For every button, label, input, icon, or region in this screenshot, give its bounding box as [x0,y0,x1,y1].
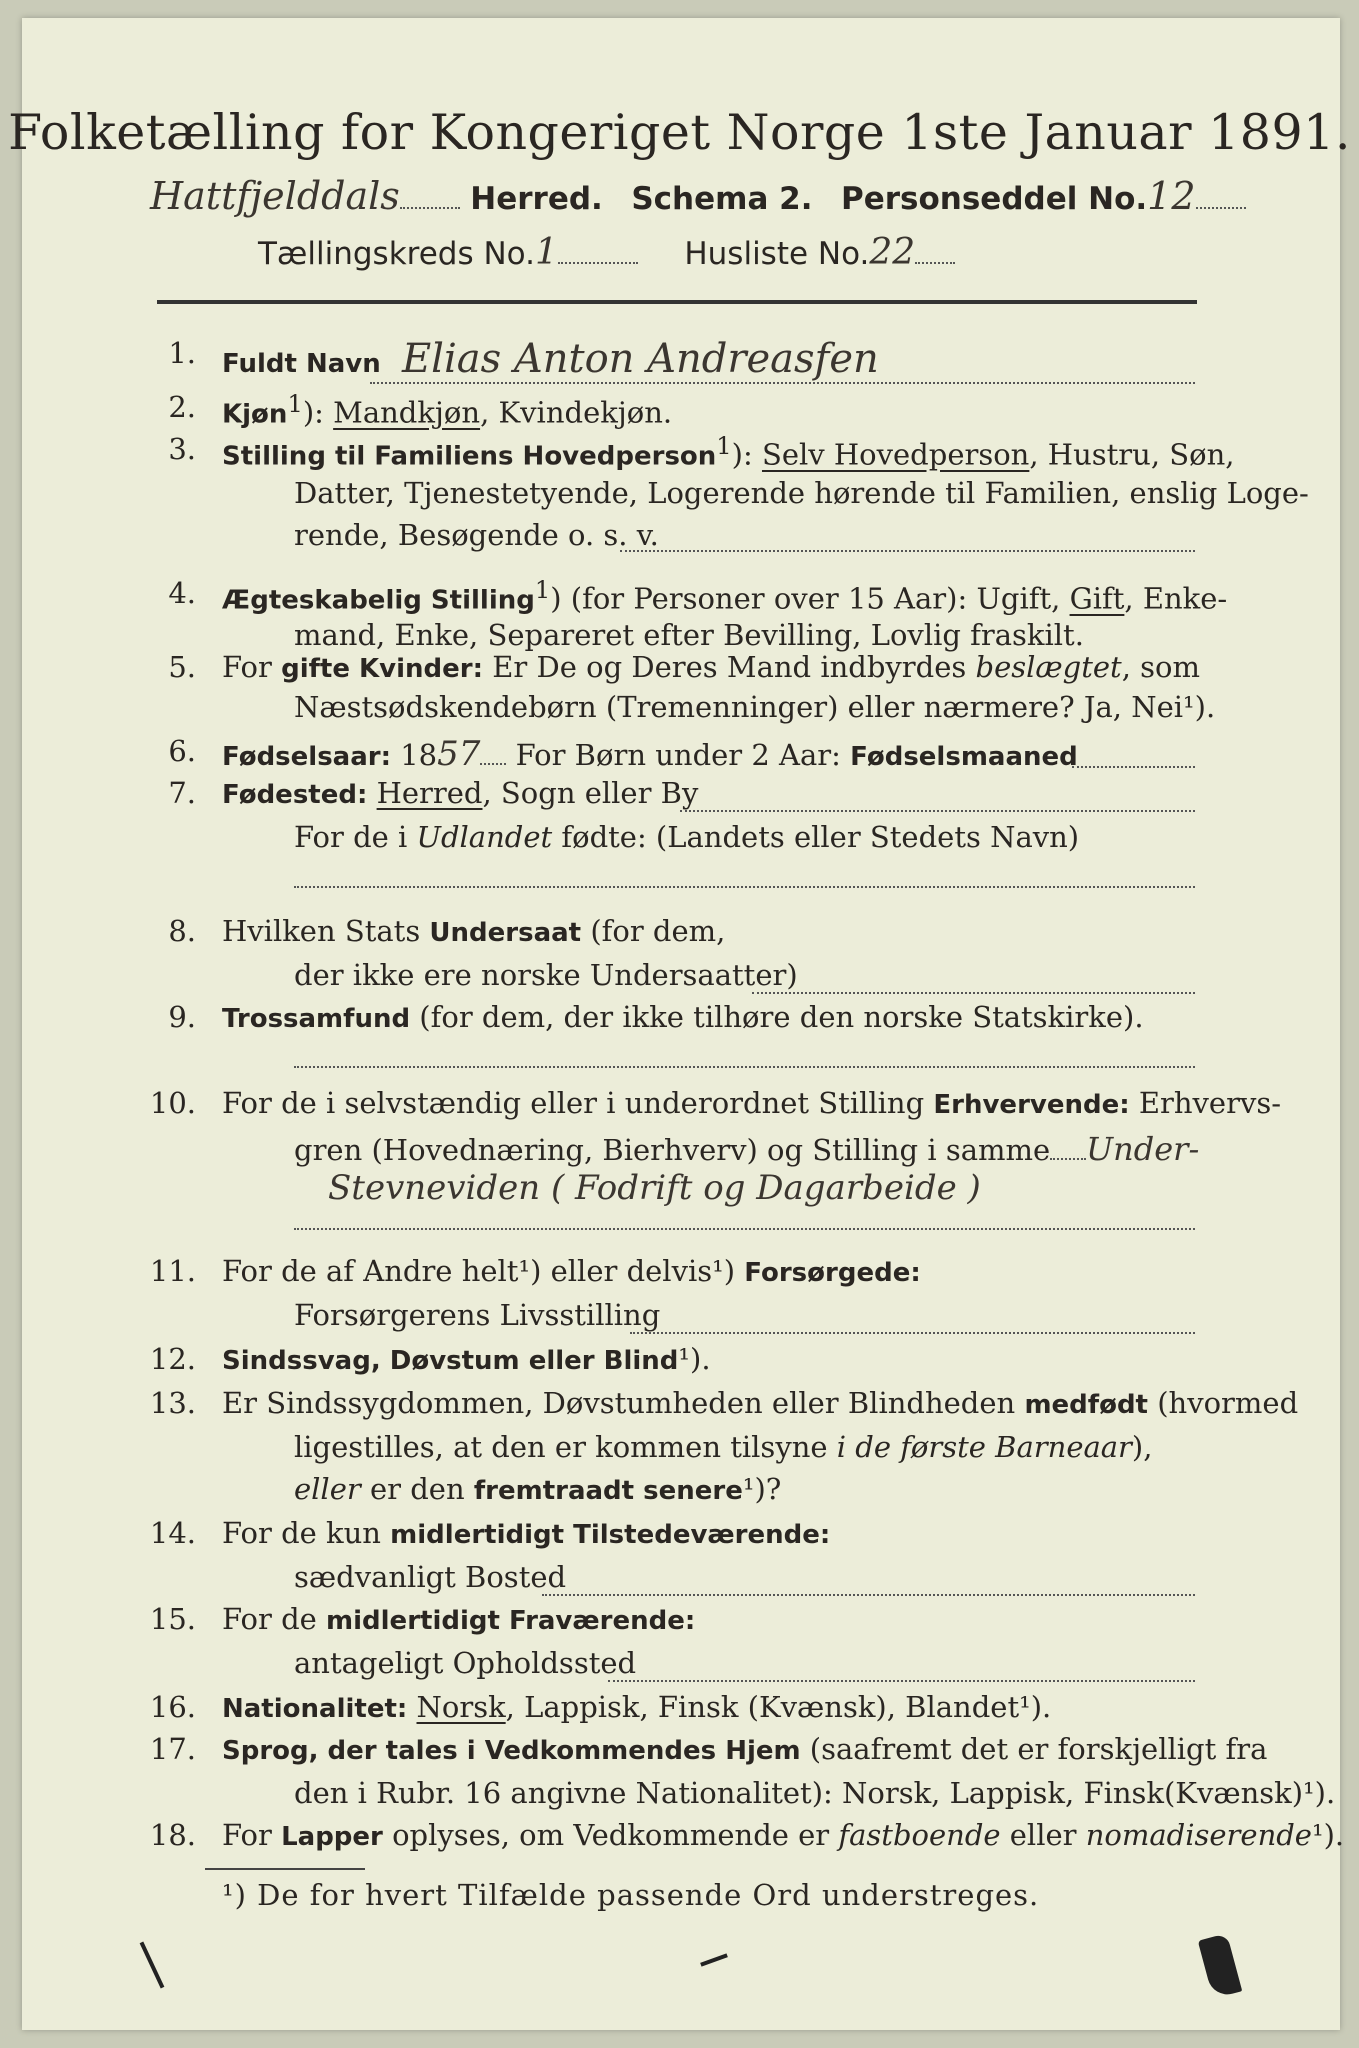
item-text: ) (for Personer over 15 Aar): Ugift, [550,581,1070,616]
underlined-option: Herred [376,776,483,810]
item-number: 8. [168,914,196,948]
form-title: Folketælling for Kongeriget Norge 1ste Januar 1891. [8,104,1351,161]
item-label: Fødested: [222,780,368,810]
item-number: 5. [168,650,196,684]
item-text: Datter, Tjenestetyende, Logerende hørende til Familien, enslig Loge- [294,476,1309,510]
item-label: Stilling til Familiens Hovedperson [222,441,717,472]
item-number: 11. [149,1254,196,1288]
item-number: 13. [149,1386,196,1420]
italic-text: beslægtet [975,650,1122,684]
italic-text: eller [294,1472,361,1506]
item-label: fremtraadt senere [473,1476,743,1506]
item-text: Er Sindssygdommen, Døvstumheden eller Blindheden [222,1386,1025,1420]
occupation-answer-part-2: Stevneviden ( Fodrift og Dagarbeide ) [328,1168,981,1208]
item-number: 6. [168,734,196,768]
item-text: For de [222,1602,327,1636]
item-label: Fuldt Navn [222,349,381,379]
footnote-ref: 1 [716,432,732,460]
underlined-option: Selv Hovedperson [761,437,1030,472]
italic-text: nomadiserende [1085,1818,1312,1852]
item-number: 14. [149,1516,196,1550]
item-text: ligestilles, at den er kommen tilsyne [294,1430,837,1464]
footnote-ref: 1 [287,390,303,418]
husliste-value: 22 [869,232,916,273]
item-number: 3. [168,432,196,466]
occupation-answer-part-1: Under- [1086,1130,1200,1168]
item-number: 17. [149,1732,196,1766]
item-text: For Børn under 2 Aar: [506,738,851,772]
item-number: 7. [168,776,196,810]
item-text: rende, Besøgende o. s. v. [294,518,659,552]
answer-line [620,550,1195,552]
item-text: For [222,1818,282,1852]
item-text: 18 [391,738,438,772]
item-text: der ikke ere norske Undersaatter) [294,958,798,992]
item-label: midlertidigt Fraværende: [326,1606,696,1636]
item-text: er den [360,1472,474,1506]
name-answer: Elias Anton Andreasfen [401,336,879,382]
answer-line [294,1066,1195,1068]
item-label: Lapper [281,1822,383,1852]
item-number: 12. [149,1342,196,1376]
item-label: Trossamfund [222,1004,411,1034]
item-text: For de i [294,820,417,854]
item-text: Forsørgerens Livsstilling [294,1298,661,1332]
answer-line [294,886,1195,888]
answer-line [294,1228,1195,1230]
item-text: For de af Andre helt¹) eller delvis¹) [222,1254,745,1288]
item-label: Nationalitet: [222,1694,408,1724]
item-text: , Kvindekjøn. [480,395,673,430]
item-label: Sindssvag, Døvstum eller Blind [222,1346,679,1376]
item-label: Erhvervende: [933,1090,1130,1120]
item-text: mand, Enke, Separeret efter Bevilling, Lovlig fraskilt. [294,618,1084,652]
item-text: For de i selvstændig eller i underordnet Stilling [222,1086,934,1120]
item-text: (hvormed [1148,1386,1299,1420]
answer-line [680,810,1195,812]
item-text: sædvanligt Bosted [294,1560,567,1594]
item-text: ¹). [678,1342,711,1376]
item-text: , Lappisk, Finsk (Kvænsk), Blandet¹). [505,1690,1052,1724]
footnote-ref: 1 [534,576,551,604]
item-label: Fødselsmaaned [850,742,1078,772]
item-text: (for dem, der ikke tilhøre den norske Statskirke). [410,1000,1144,1034]
item-text: eller [1000,1818,1086,1852]
item-text: (for dem, [581,914,726,948]
taellingskreds-label: Tællingskreds No. [258,236,535,272]
item-label: midlertidigt Tilstedeværende: [390,1520,831,1550]
answer-line [1072,766,1195,768]
item-number: 9. [168,1000,196,1034]
item-text: ¹). [1311,1818,1345,1852]
item-text: fødte: (Landets eller Stedets Navn) [552,820,1080,854]
answer-line [542,1594,1195,1596]
item-text: (saafremt det er forskjelligt fra [800,1732,1268,1766]
item-text: Hvilken Stats [222,914,430,948]
herred-value: Hattfjelddals [150,174,400,218]
item-text: ): [731,437,762,472]
header-divider [157,300,1197,304]
item-text: den i Rubr. 16 angivne Nationalitet): Norsk, Lappisk, Finsk(Kvænsk)¹). [294,1776,1336,1810]
item-number: 4. [168,576,196,610]
header-line-2 [258,232,955,273]
item-text: , Enke- [1124,581,1228,616]
item-text: antageligt Opholdssted [294,1646,637,1680]
item-text: , som [1121,650,1200,684]
personseddel-value: 12 [1147,174,1196,218]
item-label: Fødselsaar: [222,742,391,772]
footnote: ¹) De for hvert Tilfælde passende Ord understreges. [222,1878,1040,1912]
birth-year-answer: 57 [437,734,481,774]
item-label: Sprog, der tales i Vedkommendes Hjem [222,1736,801,1766]
italic-text: fastboende [838,1818,1001,1852]
item-label: Forsørgede: [744,1258,921,1288]
header-line-1 [150,174,1246,218]
underlined-option: Gift [1069,581,1125,616]
item-text: ¹)? [742,1472,782,1506]
schema-label: Schema 2. [631,181,813,217]
answer-line [752,992,1195,994]
answer-line [608,1680,1195,1682]
item-number: 15. [149,1602,196,1636]
item-text: Næstsødskendebørn (Tremenninger) eller nærmere? Ja, Nei¹). [294,690,1216,724]
italic-text: Udlandet [416,820,553,854]
item-text: For [222,650,282,684]
answer-line [370,382,1195,384]
item-label: Undersaat [429,918,582,948]
item-number: 2. [168,390,196,424]
item-label: medfødt [1024,1390,1148,1420]
husliste-label: Husliste No. [684,236,870,272]
item-text: Erhvervs- [1129,1086,1282,1120]
answer-line [630,1332,1195,1334]
item-label: Kjøn [222,399,288,430]
item-text: , Sogn eller By [482,776,699,810]
item-text: , Hustru, Søn, [1029,437,1235,472]
item-number: 18. [149,1818,196,1852]
item-text: ): [302,395,334,430]
item-label: gifte Kvinder: [281,654,484,684]
italic-text: i de første Barneaar [836,1430,1132,1464]
item-text: Er De og Deres Mand indbyrdes [483,650,976,684]
item-number: 1. [168,336,196,370]
personseddel-label: Personseddel No. [841,181,1148,217]
item-number: 10. [149,1086,196,1120]
item-text: oplyses, om Vedkommende er [382,1818,839,1852]
item-text: ), [1131,1430,1153,1464]
underlined-option: Norsk [416,1690,506,1724]
taellingskreds-value: 1 [534,232,558,273]
item-label: Ægteskabelig Stilling [222,585,535,616]
underlined-option: Mandkjøn [333,395,481,430]
footnote-rule [205,1868,365,1870]
item-text: gren (Hovednæring, Bierhverv) og Stilling i samme [294,1133,1051,1167]
herred-label: Herred. [470,181,603,217]
item-text: For de kun [222,1516,391,1550]
item-number: 16. [149,1690,196,1724]
